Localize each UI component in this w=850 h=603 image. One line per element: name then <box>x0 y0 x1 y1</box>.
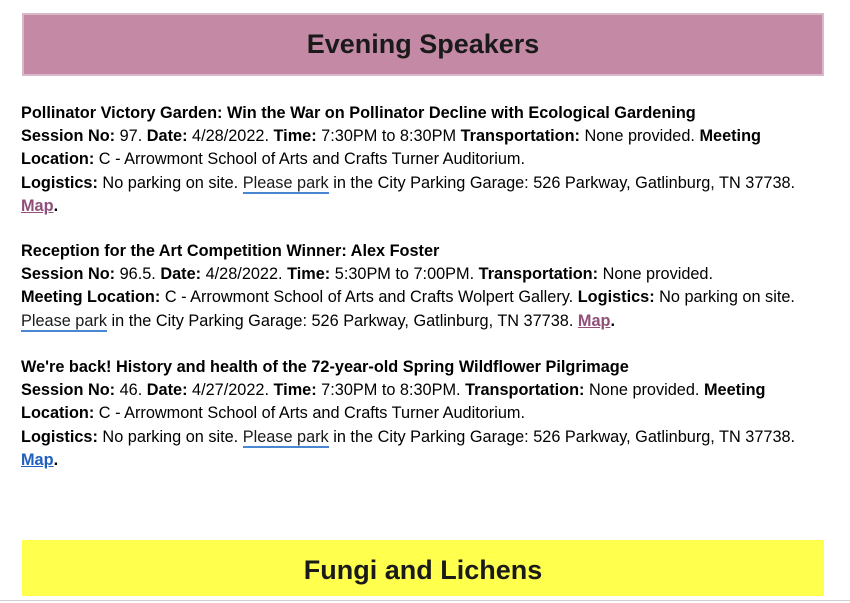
session-date: 4/28/2022. <box>201 265 288 284</box>
session-block <box>21 102 831 218</box>
label-date: Date: <box>146 381 188 400</box>
please-park-link[interactable]: Please park <box>242 427 329 446</box>
logistics-address: in the City Parking Garage: 526 Parkway, Gatlinburg, TN 37738. <box>328 173 796 192</box>
label-meeting-location: Meeting Location: <box>21 127 761 169</box>
session-time: 5:30PM to 7:00PM. <box>330 265 479 284</box>
session-details: Session No: 96.5. Date: 4/28/2022. Time: 5:30PM to 7:00PM. Transportation: None provided. Meeting Location: C - Arrowmont School of Arts and Crafts Wolpert Gallery. Logistics: No parking on site. Please park in the City Parking Garage: 526 Parkway, Gatlinburg, TN 37738. Map. <box>21 265 795 330</box>
section-header-fungi-lichens <box>22 540 824 596</box>
session-details <box>21 125 831 171</box>
session-block <box>21 356 831 472</box>
label-time: Time: <box>273 381 317 400</box>
session-number: 96.5. <box>115 265 161 284</box>
session-time: 7:30PM to 8:30PM <box>316 127 461 146</box>
section-title: Evening Speakers <box>306 29 540 59</box>
session-location: C - Arrowmont School of Arts and Crafts Wolpert Gallery. <box>160 288 578 307</box>
session-title: Pollinator Victory Garden: Win the War on Pollinator Decline with Ecological Gardening <box>21 104 696 122</box>
session-logistics: Logistics: No parking on site. Please park in the City Parking Garage: 526 Parkway, Gatlinburg, TN 37738. Map. <box>21 173 796 215</box>
map-link[interactable]: Map <box>21 450 54 469</box>
section-header-evening-speakers <box>22 13 824 76</box>
logistics-text: No parking on site. <box>97 173 243 192</box>
session-number: 97. <box>115 127 147 146</box>
label-date: Date: <box>160 265 202 284</box>
label-session-no: Session No: <box>21 381 116 400</box>
label-logistics: Logistics: <box>21 427 98 446</box>
session-date: 4/27/2022. <box>187 381 274 400</box>
logistics-text: No parking on site. <box>654 288 795 307</box>
map-link[interactable]: Map <box>577 311 611 330</box>
session-number: 46. <box>115 381 147 400</box>
session-details <box>21 379 831 425</box>
logistics-text: No parking on site. <box>97 427 243 446</box>
session-block <box>21 240 831 333</box>
label-transportation: Transportation: <box>460 127 580 146</box>
session-title: Reception for the Art Competition Winner: Alex Foster <box>21 242 440 260</box>
label-session-no: Session No: <box>21 127 116 146</box>
logistics-address: in the City Parking Garage: 526 Parkway, Gatlinburg, TN 37738. <box>328 427 796 446</box>
label-logistics: Logistics: <box>577 288 655 307</box>
session-transportation: None provided. <box>598 265 714 284</box>
session-date: 4/28/2022. <box>187 127 274 146</box>
label-time: Time: <box>287 265 331 284</box>
session-logistics: Logistics: No parking on site. Please park in the City Parking Garage: 526 Parkway, Gatlinburg, TN 37738. Map. <box>21 427 796 469</box>
label-time: Time: <box>273 127 317 146</box>
session-transportation: None provided. <box>579 127 700 146</box>
label-date: Date: <box>146 127 188 146</box>
map-link[interactable]: Map <box>21 196 54 215</box>
label-transportation: Transportation: <box>478 265 599 284</box>
label-meeting-location: Meeting Location: <box>21 381 766 423</box>
label-session-no: Session No: <box>21 265 116 284</box>
label-logistics: Logistics: <box>21 173 98 192</box>
please-park-link[interactable]: Please park <box>242 173 329 192</box>
label-transportation: Transportation: <box>465 381 585 400</box>
session-time: 7:30PM to 8:30PM. <box>316 381 466 400</box>
please-park-link[interactable]: Please park <box>21 311 107 330</box>
session-title: We're back! History and health of the 72-year-old Spring Wildflower Pilgrimage <box>21 358 629 376</box>
section-title: Fungi and Lichens <box>303 555 543 585</box>
session-location: C - Arrowmont School of Arts and Crafts Turner Auditorium. <box>94 404 525 423</box>
session-transportation: None provided. <box>584 381 704 400</box>
page-bottom-divider <box>0 600 850 601</box>
session-location: C - Arrowmont School of Arts and Crafts Turner Auditorium. <box>94 150 525 169</box>
label-meeting-location: Meeting Location: <box>21 288 161 307</box>
logistics-address: in the City Parking Garage: 526 Parkway, Gatlinburg, TN 37738. <box>106 311 578 330</box>
